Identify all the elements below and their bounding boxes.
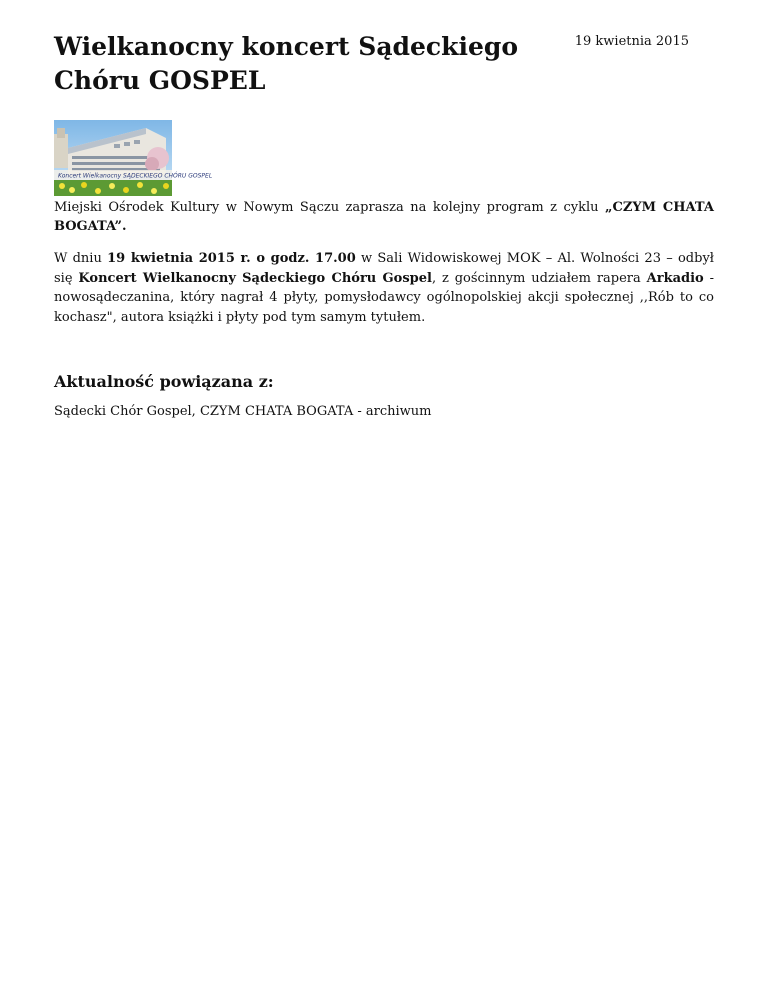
- article-thumbnail[interactable]: [54, 120, 213, 196]
- body-text: W dniu: [54, 251, 108, 266]
- event-name: Koncert Wielkanocny Sądeckiego Chóru Gospel: [78, 270, 432, 286]
- thumbnail-image: [54, 120, 213, 196]
- article: [54, 30, 714, 421]
- article-date: 19 kwietnia 2015: [574, 34, 689, 49]
- body-text: w Sali Widowiskowej MOK – Al. Wolności 23 – odbył się: [54, 251, 714, 286]
- program-name: „CZYM CHATA BOGATA”.: [54, 200, 714, 234]
- body-paragraph: [54, 249, 714, 327]
- thumbnail-caption: Koncert Wielkanocny SĄDECKIEGO CHÓRU GOSPEL: [58, 172, 213, 180]
- article-header: [54, 30, 714, 110]
- related-link[interactable]: CZYM CHATA BOGATA - archiwum: [199, 404, 432, 419]
- related-link[interactable]: Sądecki Chór Gospel: [54, 404, 192, 419]
- related-heading: Aktualność powiązana z:: [54, 372, 274, 391]
- guest-name: Arkadio: [646, 270, 704, 286]
- body-text: - nowosądeczanina, który nagrał 4 płyty, pomysłodawcy ogólnopolskiej akcji społecznej ,,Rób to co kochasz", autora książki i płyty pod tym samym tytułem.: [54, 270, 715, 325]
- intro-paragraph: [54, 198, 714, 236]
- related-separator: ,: [191, 404, 200, 419]
- event-datetime: 19 kwietnia 2015 r. o godz. 17.00: [107, 251, 356, 266]
- body-text: , z gościnnym udziałem rapera: [431, 270, 647, 286]
- article-title: Wielkanocny koncert Sądeckiego Chóru GOSPEL: [54, 32, 519, 95]
- related-links: [54, 402, 714, 421]
- intro-text: Miejski Ośrodek Kultury w Nowym Sączu zaprasza na kolejny program z cyklu: [54, 200, 606, 215]
